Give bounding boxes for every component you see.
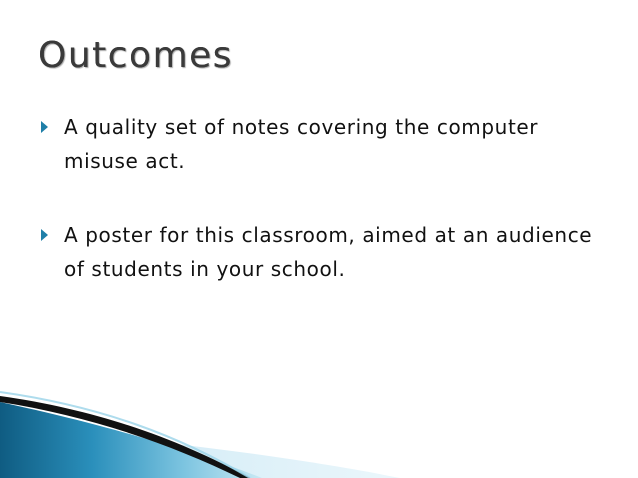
bullet-item xyxy=(38,110,618,178)
triangle-right-icon xyxy=(41,229,48,241)
bullet-text: A poster for this classroom, aimed at an audience of students in your school. xyxy=(64,223,593,281)
bullet-text: A quality set of notes covering the computer misuse act. xyxy=(64,115,539,173)
triangle-right-icon xyxy=(41,121,48,133)
bullet-list xyxy=(38,110,618,286)
slide-title xyxy=(38,32,233,80)
bullet-item xyxy=(38,218,618,286)
decorative-swoosh xyxy=(0,388,638,478)
slide-title-text: Outcomes xyxy=(38,35,234,76)
